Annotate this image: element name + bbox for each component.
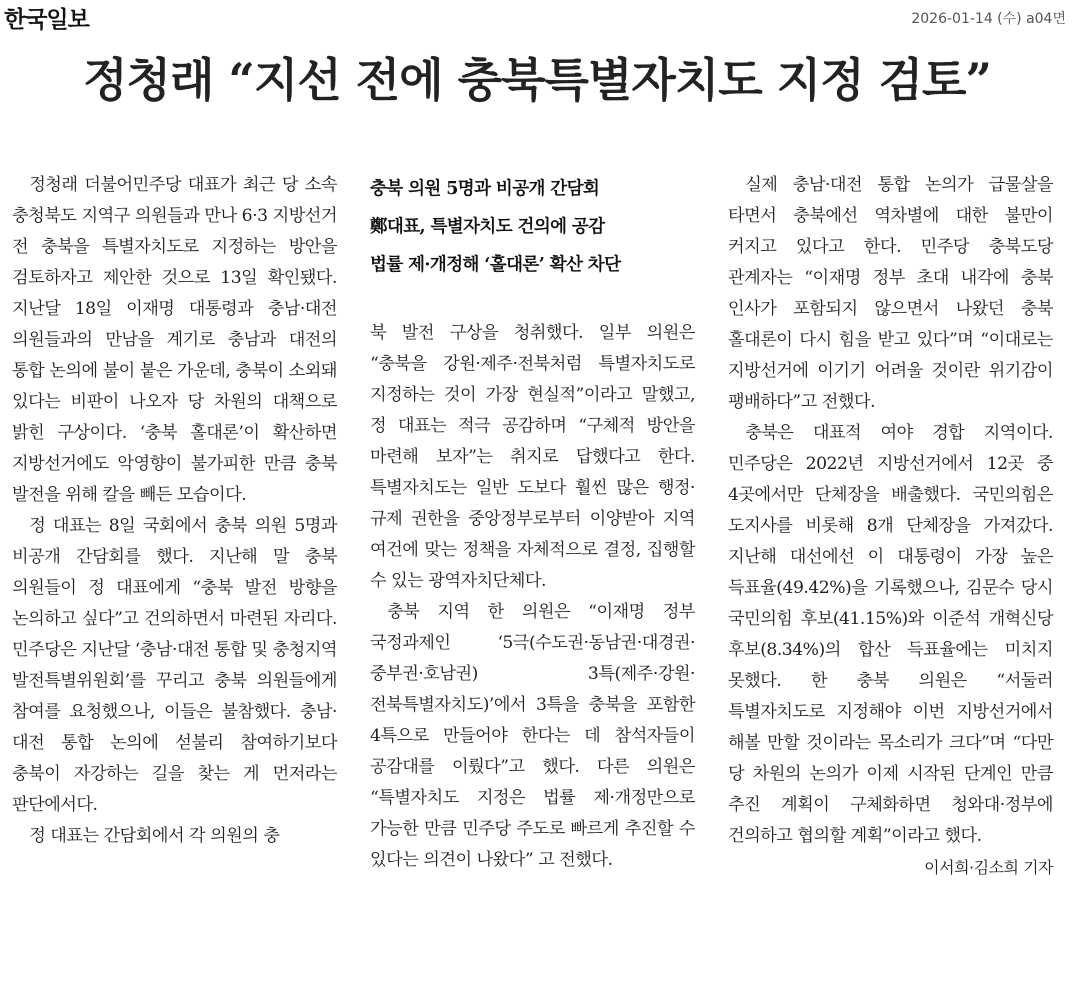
paragraph: 북 발전 구상을 청취했다. 일부 의원은 “충북을 강원·제주·전북처럼 특별자치도로 지정하는 것이 가장 현실적”이라고 말했고, 정 대표는 적극 공감하며 “구체적 방안을 마련해 보자”는 취지로 답했다고 한다. 특별자치도는 일반 도보다 훨씬 많은 행정·규제 권한을 중앙정부로부터 이양받아 지역 여건에 맞는 정책을 자체적으로 결정, 집행할 수 있는 광역자치단체다. bbox=[370, 323, 695, 591]
issue-date: 2026-01-14 (수) a04면 bbox=[911, 11, 1066, 27]
paragraph-text: 충북은 대표적 여야 경합 지역이다. 민주당은 2022년 지방선거에서 12곳 중 4곳에서만 단체장을 배출했다. 국민의힘은 도지사를 비롯해 8개 단체장을 가져갔다. 지난해 대선에선 이 대통령이 가장 높은 득표율(49.42%)을 기록했으나, 김문수 당시 국민의힘 후보(41.15%)와 이준석 개혁신당 후보(8.34%)의 합산 득표율에는 미치지 못했다. 한 충북 의원은 “서둘러 특별자치도로 지정해야 이번 지방선거에서 해볼 만할 것이라는 목소리가 크다”며 “다만 당 차원의 논의가 이제 시작된 단계인 만큼 추진 계획이 구체화하면 청와대·정부에 건의하고 협의할 계획 bbox=[728, 423, 1053, 846]
newspaper-logo: 한국일보 bbox=[4, 7, 89, 33]
paragraph bbox=[728, 418, 1053, 877]
article-column-1 bbox=[12, 170, 337, 852]
article-column-2 bbox=[370, 170, 695, 876]
subheadline: 충북 의원 5명과 비공개 간담회 bbox=[370, 179, 600, 199]
subheadline: 鄭대표, 특별자치도 건의에 공감 bbox=[370, 217, 605, 237]
paragraph: 충북 지역 한 의원은 “이재명 정부 국정과제인 ‘5극(수도권·동남권·대경권·중부권·호남권) 3특(제주·강원·전북특별자치도)’에서 3특을 충북을 포함한 4특으로 만들어야 한다는 데 참석자들이 공감대를 이뤘다”고 했다. 다른 의원은 “특별자치도 지정은 법률 제·개정만으로 가능한 만큼 민주당 주도로 빠르게 추진할 수 있다는 의견이 나왔다” 고 전했다. bbox=[370, 602, 695, 870]
paragraph: 정 대표는 간담회에서 각 의원의 충 bbox=[29, 826, 280, 846]
subheadline-block bbox=[370, 170, 695, 284]
paragraph: 정청래 더불어민주당 대표가 최근 당 소속 충청북도 지역구 의원들과 만나 6·3 지방선거 전 충북을 특별자치도로 지정하는 방안을 검토하자고 제안한 것으로 13일 확인됐다. 지난달 18일 이재명 대통령과 충남·대전 의원들과의 만남을 계기로 충남과 대전의 통합 논의에 불이 붙은 가운데, 충북이 소외돼 있다는 비판이 나오자 당 차원의 대책으로 밝힌 구상이다. ‘충북 홀대론’이 확산하면 지방선거에도 악영향이 불가피한 만큼 충북 발전을 위해 칼을 빼든 모습이다. bbox=[12, 175, 337, 505]
paragraph: 정 대표는 8일 국회에서 충북 의원 5명과 비공개 간담회를 했다. 지난해 말 충북 의원들이 정 대표에게 “충북 발전 방향을 논의하고 싶다”고 건의하면서 마련된 자리다. 민주당은 지난달 ‘충남·대전 통합 및 충청지역 발전특별위원회’를 꾸리고 충북 의원들에게 참여를 요청했으나, 이들은 불참했다. 충남·대전 통합 논의에 섣불리 참여하기보다 충북이 자강하는 길을 찾는 게 먼저라는 판단에서다. bbox=[12, 516, 337, 815]
article-column-3 bbox=[728, 170, 1053, 883]
masthead bbox=[0, 0, 1074, 34]
closing-text: ”이라고 했다. bbox=[882, 826, 982, 846]
reporter-byline: 이서희·김소희 기자 bbox=[924, 858, 1053, 877]
article-headline: 정청래 “지선 전에 충북특별자치도 지정 검토” bbox=[83, 53, 991, 107]
paragraph: 실제 충남·대전 통합 논의가 급물살을 타면서 충북에선 역차별에 대한 불만이 커지고 있다고 한다. 민주당 충북도당 관계자는 “이재명 정부 초대 내각에 충북 인사가 포함되지 않으면서 나왔던 충북 홀대론이 다시 힘을 받고 있다”며 “이대로는 지방선거에 이기기 어려울 것이란 위기감이 팽배하다”고 전했다. bbox=[728, 175, 1053, 412]
subheadline: 법률 제·개정해 ‘홀대론’ 확산 차단 bbox=[370, 255, 621, 275]
